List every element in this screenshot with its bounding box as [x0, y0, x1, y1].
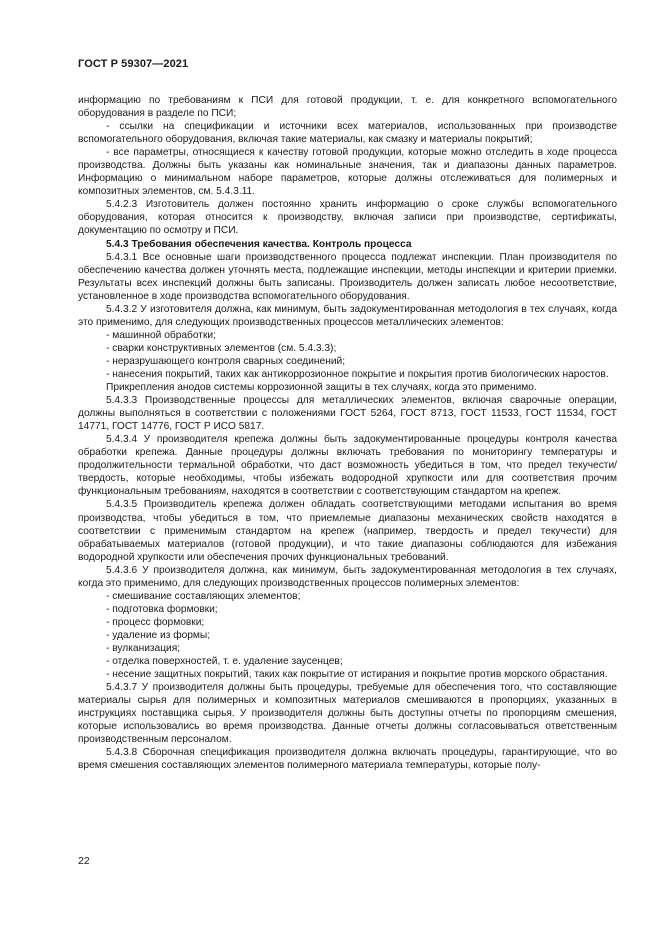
paragraph: 5.4.3.6 У производителя должна, как минимум, быть задокументированная методология в тех случаях, когда это применимо, для следующих производственных процессов полимерных элементов:	[78, 564, 617, 589]
paragraph: 5.4.3.2 У изготовителя должна, как минимум, быть задокументированная методология в тех случаях, когда это применимо, для следующих производственных процессов металлических элементов:	[78, 303, 617, 328]
page-number: 22	[78, 855, 90, 867]
list-item: - несение защитных покрытий, таких как покрытие от истирания и покрытие против морского обрастания.	[106, 669, 608, 681]
list-item: - сварки конструктивных элементов (см. 5.4.3.3);	[106, 342, 337, 354]
paragraph: 5.4.3.7 У производителя должны быть процедуры, требуемые для обеспечения того, что составляющие материалы сырья для полимерных и композитных материалов смешиваются в пропорциях, указанных в инструкциях поставщика сырья. У производителя должны быть доступны отчеты по пропорциям смешения, которые использовались во время производства. Данные отчеты должны согласовываться ответственным производственным персоналом.	[78, 682, 617, 746]
paragraph: - все параметры, относящиеся к качеству готовой продукции, которые можно отследить в ходе процесса производства. Должны быть указаны как номинальные значения, так и диапазоны данных параметров. Информацию о минимальном наборе параметров, которые должны отслеживаться для полимерных и композитных элементов, см. 5.4.3.11.	[78, 147, 617, 198]
list-item: - машинной обработки;	[106, 329, 216, 341]
list-item: - отделка поверхностей, т. е. удаление заусенцев;	[106, 656, 343, 668]
document-body	[78, 94, 617, 772]
list-item: - смешивание составляющих элементов;	[106, 590, 301, 602]
paragraph: Прикрепления анодов системы коррозионной защиты в тех случаях, когда это применимо.	[106, 382, 537, 394]
list-item: - вулканизация;	[106, 642, 181, 654]
paragraph: 5.4.3.4 У производителя крепежа должны быть задокументированные процедуры контроля качества обработки крепежа. Данные процедуры должны включать требования по мониторингу температуры и продолжительности термальной обработки, что даст возможность убедиться в том, что предел текучести/твердость, которые необходимы, чтобы избежать водородной хрупкости или для соответствия прочим функциональным требованиям, находятся в соответствии с соответствующим стандартом на крепеж.	[78, 434, 617, 498]
list-item: - подготовка формовки;	[106, 603, 218, 615]
paragraph: - ссылки на спецификации и источники всех материалов, использованных при производстве вспомогательного оборудования, включая такие материалы, как смазку и материалы покрытий;	[78, 121, 617, 146]
paragraph: 5.4.3.3 Производственные процессы для металлических элементов, включая сварочные операции, должны выполняться в соответствии с положениями ГОСТ 5264, ГОСТ 8713, ГОСТ 11533, ГОСТ 11534, ГОСТ 14771, ГОСТ 14776, ГОСТ Р ИСО 5817.	[78, 395, 617, 433]
paragraph: 5.4.3.8 Сборочная спецификация производителя должна включать процедуры, гарантирующие, что во время смешения составляющих элементов полимерного материала температуры, которые полу-	[78, 747, 617, 772]
list-item: - нанесения покрытий, таких как антикоррозионное покрытие и покрытия против биологических наростов.	[106, 368, 609, 380]
list-item: - удаление из формы;	[106, 629, 211, 641]
section-heading: 5.4.3 Требования обеспечения качества. Контроль процесса	[106, 238, 412, 250]
paragraph: 5.4.3.5 Производитель крепежа должен обладать соответствующими методами испытания во время производства, чтобы убедиться в том, что приемлемые диапазоны механических свойств находятся в соответствии с применимым стандартом на крепеж (например, твердость и предел текучести) для обрабатываемых материалов (готовой продукции), и что такие диапазоны соблюдаются для избежания водородной хрупкости или обеспечения прочих функциональных требований.	[78, 499, 617, 563]
paragraph: 5.4.3.1 Все основные шаги производственного процесса подлежат инспекции. План производителя по обеспечению качества должен уточнять места, подлежащие инспекции, методы инспекции и критерии приемки. Результаты всех инспекций должны быть записаны. Производитель должен записать любое несоответствие, установленное в ходе производства вспомогательного оборудования.	[78, 251, 617, 302]
list-item: - процесс формовки;	[106, 616, 205, 628]
paragraph: 5.4.2.3 Изготовитель должен постоянно хранить информацию о сроке службы вспомогательного оборудования, которая относится к производству, включая записи при производстве, сертификаты, документацию по осмотру и ПСИ.	[78, 199, 617, 237]
document-header: ГОСТ Р 59307—2021	[78, 58, 189, 70]
paragraph: информацию по требованиям к ПСИ для готовой продукции, т. е. для конкретного вспомогательного оборудования в разделе по ПСИ;	[78, 95, 617, 120]
list-item: - неразрушающего контроля сварных соединений;	[106, 355, 346, 367]
